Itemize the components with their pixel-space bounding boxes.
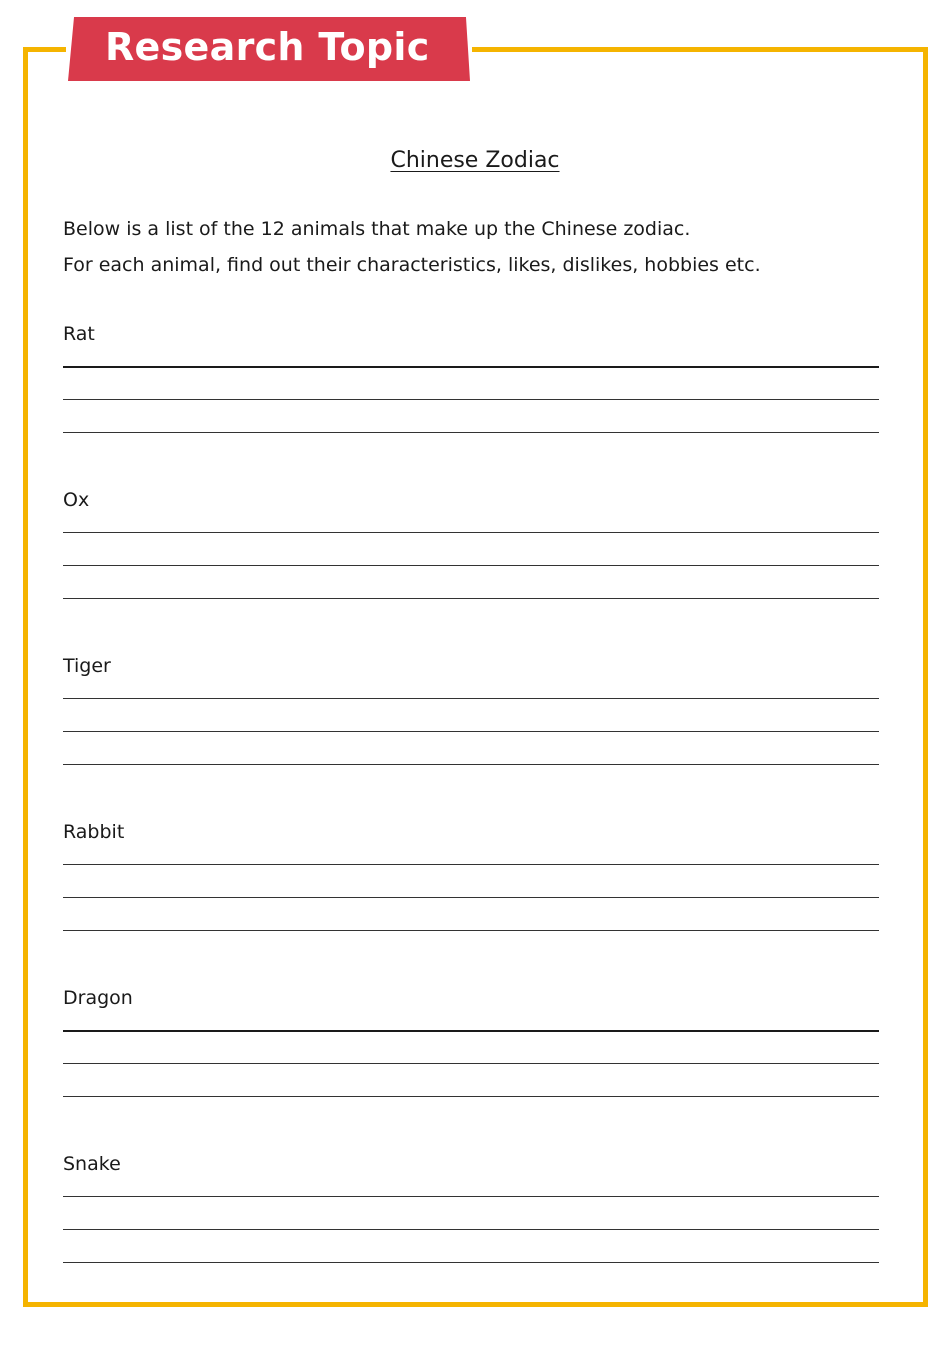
writing-line[interactable]	[63, 1030, 879, 1032]
writing-line[interactable]	[63, 1229, 879, 1230]
section-label: Rat	[63, 323, 95, 345]
writing-line[interactable]	[63, 764, 879, 765]
writing-line[interactable]	[63, 565, 879, 566]
section-label: Ox	[63, 489, 90, 511]
writing-line[interactable]	[63, 366, 879, 368]
section-dragon	[63, 986, 879, 1136]
writing-line[interactable]	[63, 698, 879, 699]
intro-line-1: Below is a list of the 12 animals that make up the Chinese zodiac.	[63, 218, 691, 240]
intro-line-2: For each animal, find out their characteristics, likes, dislikes, hobbies etc.	[63, 254, 761, 276]
writing-line[interactable]	[63, 1196, 879, 1197]
section-ox	[63, 488, 879, 638]
writing-line[interactable]	[63, 864, 879, 865]
writing-line[interactable]	[63, 1262, 879, 1263]
section-snake	[63, 1152, 879, 1302]
section-label: Tiger	[63, 655, 111, 677]
writing-line[interactable]	[63, 432, 879, 433]
writing-line[interactable]	[63, 897, 879, 898]
section-rabbit	[63, 820, 879, 970]
section-label: Rabbit	[63, 821, 125, 843]
writing-line[interactable]	[63, 598, 879, 599]
banner-title: Research Topic	[105, 25, 430, 69]
section-label: Dragon	[63, 987, 133, 1009]
writing-line[interactable]	[63, 731, 879, 732]
section-label: Snake	[63, 1153, 121, 1175]
page-title: Chinese Zodiac	[390, 148, 560, 173]
writing-line[interactable]	[63, 1096, 879, 1097]
section-rat	[63, 322, 879, 472]
section-tiger	[63, 654, 879, 804]
writing-line[interactable]	[63, 532, 879, 533]
writing-line[interactable]	[63, 399, 879, 400]
writing-line[interactable]	[63, 1063, 879, 1064]
writing-line[interactable]	[63, 930, 879, 931]
